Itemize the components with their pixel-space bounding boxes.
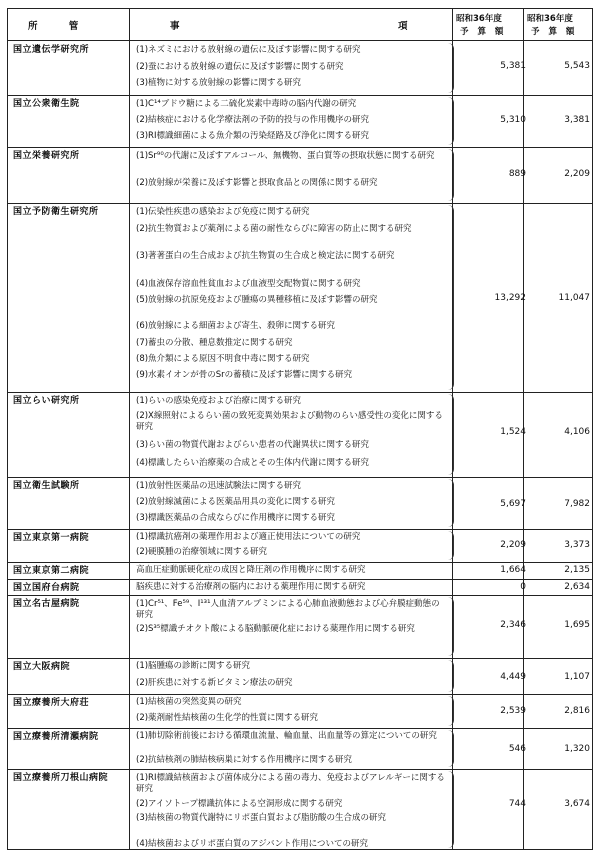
row-divider [8,728,592,729]
table-row [8,728,592,769]
budget-1961-value: 2,209 [500,540,526,550]
budget-1961-value: 5,310 [500,115,526,125]
budget-1961-value: 1,524 [500,427,526,437]
institution-name: 国立大阪病院 [13,662,71,672]
research-item: (1)Cr⁵¹、Fe⁵⁹、I¹³¹人血清アルブミンによる心肺血液動態および心弁膜症動態の研究 [136,599,440,620]
row-divider [8,147,592,148]
research-item: (2)抗結核剤の肺結核病巣に対する作用機序に関する研究 [136,755,353,765]
budget-1961-value: 13,292 [494,293,526,303]
research-item: (3)植物に対する放射線の影響に関する研究 [136,78,302,88]
institution-name: 国立予防衛生研究所 [13,207,99,217]
research-item: (2)肝疾患に対する新ビタミン療法の研究 [136,678,293,688]
budget-1961-value-2: 2,634 [564,582,590,592]
research-item: (2)結核症における化学療法剤の予防的投与の作用機序の研究 [136,115,370,125]
research-item: (1)放射性医薬品の迅速試験法に関する研究 [136,481,302,491]
research-item: 脳疾患に対する治療剤の脳内における薬理作用に関する研究 [136,582,366,592]
research-item: (2)蚕における放射線の遺伝に及ぼす影響に関する研究 [136,62,344,72]
research-item: (1)らいの感染免疫および治療に関する研究 [136,396,302,406]
header-matter-a: 事 [170,21,180,32]
header-budget2-year: 昭和36年度 [527,14,573,24]
research-item: (1)結核菌の突然変異の研究 [136,697,242,707]
table-row [8,203,592,392]
research-item: (2)放射線滅菌による医薬品用具の変化に関する研究 [136,497,336,507]
row-divider [8,529,592,530]
header-budget1-label: 予 算 額 [460,27,507,37]
research-item: (1)ネズミにおける放射線の遺伝に及ぼす影響に関する研究 [136,45,361,55]
research-item: (3)標識医薬品の合成ならびに作用機序に関する研究 [136,513,336,523]
institution-name: 国立東京第一病院 [13,533,90,543]
research-item: (7)蓄虫の分散、種息数推定に関する研究 [136,338,293,348]
table-row [8,392,592,477]
budget-1961-value-2: 3,373 [564,540,590,550]
budget-1961-value: 0 [520,582,526,592]
row-divider [8,477,592,478]
table-row [8,579,592,595]
institution-name: 国立療養所大府荘 [13,698,90,708]
budget-1961-value: 1,664 [500,565,526,575]
table-row [8,95,592,147]
table-row [8,147,592,203]
table-row [8,694,592,728]
budget-1961-value-2: 3,381 [564,115,590,125]
research-item: (2)放射線が栄養に及ぼす影響と摂取食品との関係に関する研究 [136,178,378,188]
research-item: (3)著著蛋白の生合成および抗生物質の生合成と検定法に関する研究 [136,251,395,261]
budget-1961-value: 2,346 [500,620,526,630]
row-divider [8,203,592,204]
research-item: (2)X線照射によるらい菌の致死変異効果および動物のらい感受性の変化に関する研究 [136,411,443,432]
table-row [8,529,592,562]
research-item: (2)アイソトープ標識抗体による空洞形成に関する研究 [136,799,343,809]
institution-name: 国立国府台病院 [13,583,80,593]
header-budget1-year: 昭和36年度 [456,14,502,24]
research-item: (8)魚介類による原因不明食中毒に関する研究 [136,354,310,364]
header-budget2-label: 予 算 額 [531,27,578,37]
research-item: (3)RI標識細菌による魚介類の汚染経路及び浄化に関する研究 [136,131,369,141]
row-divider [8,595,592,596]
table-row [8,595,592,658]
institution-name: 国立公衆衛生院 [13,99,80,109]
row-divider [8,694,592,695]
research-item: (1)肺切除術前後における循環血流量、輪血量、出血量等の算定についての研究 [136,731,437,741]
budget-1961-value-2: 2,135 [564,565,590,575]
institution-name: 国立遺伝学研究所 [13,45,90,55]
research-item: (3)らい菌の物質代謝およびらい患者の代謝異状に関する研究 [136,440,370,450]
research-item: (4)標識したらい治療薬の合成とその生体内代謝に関する研究 [136,458,370,468]
table-row [8,41,592,95]
research-item: (9)水素イオンが骨のSrの蓄積に及ぼす影響に関する研究 [136,370,353,380]
bracket-icon [448,771,454,848]
institution-name: 国立栄養研究所 [13,151,80,161]
budget-table [7,8,593,850]
research-item: (2)薬剤耐性結核菌の生化学的性質に関する研究 [136,713,319,723]
budget-1961-value: 5,697 [500,499,526,509]
table-row [8,562,592,579]
budget-1961-value-2: 3,674 [564,799,590,809]
budget-1961-value: 546 [508,744,526,754]
table-row [8,769,592,850]
budget-1961-value-2: 1,107 [564,672,590,682]
research-item: (1)脳腫瘍の診断に関する研究 [136,661,251,671]
research-item: (1)RI標識結核菌および菌体成分による菌の毒力、免疫およびアレルギーに関する研究 [136,773,445,794]
institution-name: 国立らい研究所 [13,396,80,406]
row-divider [8,579,592,580]
budget-1961-value: 5,381 [500,61,526,71]
research-item: (1)標識抗癌剤の薬理作用および適正使用法についての研究 [136,532,361,542]
row-divider [8,769,592,770]
research-item: (1)Sr⁹⁰の代謝に及ぼすアルコール、無機物、蛋白質等の摂取状態に関する研究 [136,151,435,161]
row-divider [8,658,592,659]
budget-1961-value: 889 [508,169,526,179]
row-divider [8,562,592,563]
table-row [8,658,592,694]
research-item: 高血圧症動脈硬化症の成因と降圧剤の作用機序に関する研究 [136,565,366,575]
institution-name: 国立東京第二病院 [13,566,90,576]
research-item: (3)結核菌の物質代謝特にリポ蛋白質および脂肪酸の生合成の研究 [136,813,387,823]
header-matter-b: 項 [398,21,408,32]
research-item: (1)C¹⁴ブドウ糖による二硫化炭素中毒時の脳内代謝の研究 [136,99,357,109]
budget-1961-value-2: 5,543 [564,61,590,71]
budget-1961-value-2: 1,695 [564,620,590,630]
budget-1961-value: 4,449 [500,672,526,682]
budget-1961-value-2: 2,209 [564,169,590,179]
budget-1961-value-2: 2,816 [564,706,590,716]
research-item: (4)結核菌およびリポ蛋白質のアジバント作用についての研究 [136,839,368,849]
row-divider [8,95,592,96]
institution-name: 国立療養所清瀬病院 [13,732,99,742]
budget-1961-value-2: 11,047 [558,293,590,303]
research-item: (5)放射線の抗原免疫および腫瘍の異種移植に及ぼす影響の研究 [136,295,378,305]
institution-name: 国立療養所刀根山病院 [13,773,109,783]
research-item: (6)放射線による細菌および寄生、殺卵に関する研究 [136,321,336,331]
table-row [8,477,592,529]
budget-1961-value: 744 [508,799,526,809]
budget-1961-value-2: 4,106 [564,427,590,437]
research-item: (2)S³⁵標識チオクト酸による脳動脈硬化症における薬理作用に関する研究 [136,624,415,634]
header-institution: 所 管 [28,21,93,32]
budget-1961-value-2: 1,320 [564,744,590,754]
budget-1961-value: 2,539 [500,706,526,716]
research-item: (4)血液保存溶血性貧血および血液型交配物質に関する研究 [136,279,361,289]
research-item: (1)伝染性疾患の感染および免疫に関する研究 [136,207,310,217]
institution-name: 国立名古屋病院 [13,599,80,609]
institution-name: 国立衛生試験所 [13,481,80,491]
research-item: (2)硬膜腫の治療領域に関する研究 [136,547,268,557]
research-item: (2)抗生物質および薬剤による菌の耐性ならびに障害の防止に関する研究 [136,224,412,234]
row-divider [8,392,592,393]
budget-1961-value-2: 7,982 [564,499,590,509]
